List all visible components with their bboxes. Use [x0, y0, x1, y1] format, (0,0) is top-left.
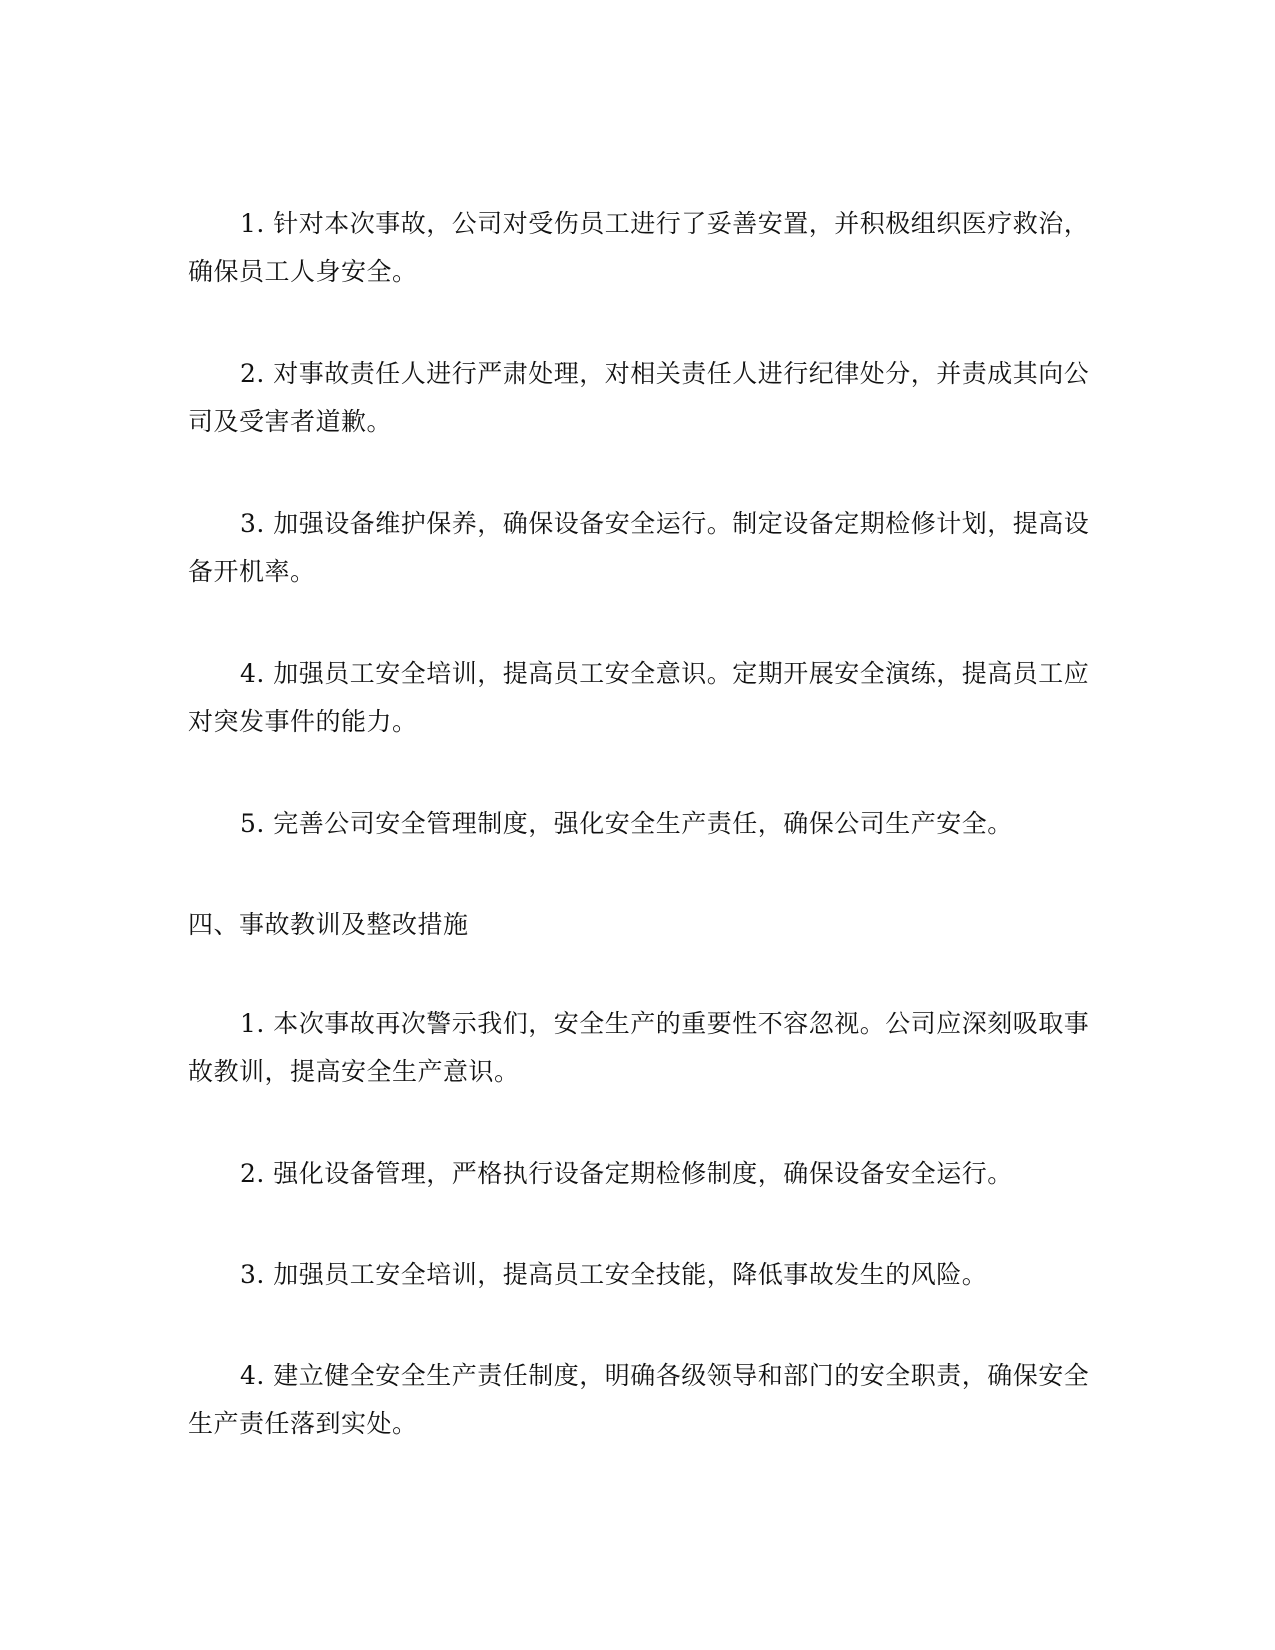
paragraph-lesson-1 — [188, 1000, 1088, 1096]
paragraph-line: 司及受害者道歉。 — [188, 407, 393, 436]
paragraph-line: 4. 建立健全安全生产责任制度，明确各级领导和部门的安全职责，确保安全 — [240, 1361, 1090, 1390]
paragraph-line: 5. 完善公司安全管理制度，强化安全生产责任，确保公司生产安全。 — [240, 809, 1013, 838]
paragraph-line: 4. 加强员工安全培训，提高员工安全意识。定期开展安全演练，提高员工应 — [240, 659, 1090, 688]
paragraph-line: 2. 强化设备管理，严格执行设备定期检修制度，确保设备安全运行。 — [240, 1159, 1013, 1188]
paragraph-lesson-4 — [188, 1352, 1088, 1448]
paragraph-line: 1. 针对本次事故，公司对受伤员工进行了妥善安置，并积极组织医疗救治， — [240, 209, 1090, 238]
paragraph-line: 3. 加强员工安全培训，提高员工安全技能，降低事故发生的风险。 — [240, 1260, 988, 1289]
paragraph-line: 1. 本次事故再次警示我们，安全生产的重要性不容忽视。公司应深刻吸取事 — [240, 1009, 1090, 1038]
section-heading-text: 四、事故教训及整改措施 — [188, 910, 469, 939]
paragraph-line: 2. 对事故责任人进行严肃处理，对相关责任人进行纪律处分，并责成其向公 — [240, 359, 1090, 388]
paragraph-line: 对突发事件的能力。 — [188, 707, 418, 736]
paragraph-measure-5 — [188, 800, 1088, 848]
paragraph-line: 备开机率。 — [188, 557, 316, 586]
paragraph-line: 生产责任落到实处。 — [188, 1409, 418, 1438]
paragraph-measure-1 — [188, 200, 1088, 296]
section-heading — [188, 901, 1088, 949]
paragraph-line: 确保员工人身安全。 — [188, 257, 418, 286]
paragraph-line: 故教训，提高安全生产意识。 — [188, 1057, 520, 1086]
paragraph-measure-2 — [188, 350, 1088, 446]
paragraph-lesson-3 — [188, 1251, 1088, 1299]
paragraph-measure-4 — [188, 650, 1088, 746]
paragraph-line: 3. 加强设备维护保养，确保设备安全运行。制定设备定期检修计划，提高设 — [240, 509, 1090, 538]
paragraph-measure-3 — [188, 500, 1088, 596]
paragraph-lesson-2 — [188, 1150, 1088, 1198]
